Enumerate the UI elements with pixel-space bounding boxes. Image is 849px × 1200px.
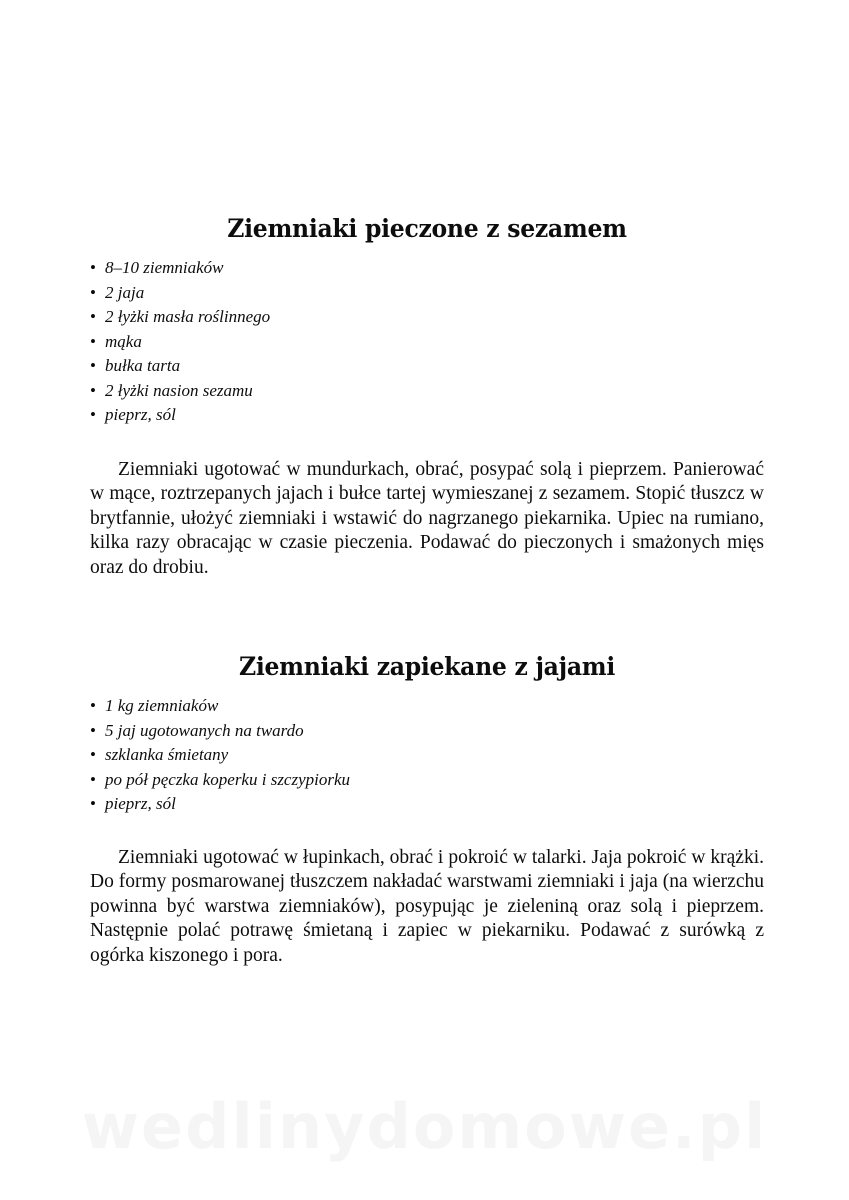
- ingredient-item: • pieprz, sól: [90, 403, 764, 428]
- recipe-baked-potatoes-eggs: [90, 652, 764, 968]
- ingredient-item: • 2 jaja: [90, 281, 764, 306]
- recipe-method: Ziemniaki ugotować w mundurkach, obrać, posypać solą i pieprzem. Panierować w mące, roztrzepanych jajach i bułce tartej wymieszanej z sezamem. Stopić tłuszcz w brytfannie, ułożyć ziemniaki i wstawić do nagrzanego piekarnika. Upiec na rumiano, kilka razy obracając w czasie pieczenia. Podawać do pieczonych i smażonych mięs oraz do drobiu.: [90, 458, 764, 578]
- ingredient-item: • mąka: [90, 330, 764, 355]
- bullet-icon: •: [90, 720, 96, 740]
- bullet-icon: •: [90, 282, 96, 302]
- bullet-icon: •: [90, 745, 96, 764]
- ingredient-item: • pieprz, sól: [90, 792, 764, 817]
- ingredient-item: • szklanka śmietany: [90, 743, 764, 768]
- ingredient-list: [90, 694, 764, 817]
- recipe-method: Ziemniaki ugotować w łupinkach, obrać i pokroić w talarki. Jaja pokroić w krążki. Do formy posmarowanej tłuszczem nakładać warstwami ziemniaki i jaja (na wierzchu powinna być warstwa ziemniaków), posypując je zieleniną oraz solą i pieprzem. Następnie polać potrawę śmietaną i zapiec w piekarniku. Podawać z surówką z ogórka kiszonego i pora.: [90, 846, 764, 966]
- ingredient-item: • po pół pęczka koperku i szczypiorku: [90, 768, 764, 793]
- bullet-icon: •: [90, 769, 96, 789]
- ingredient-item: • 2 łyżki nasion sezamu: [90, 379, 764, 404]
- bullet-icon: •: [90, 380, 96, 400]
- bullet-icon: •: [90, 356, 96, 375]
- bullet-icon: •: [90, 405, 96, 424]
- bullet-icon: •: [90, 307, 96, 326]
- ingredient-item: • 5 jaj ugotowanych na twardo: [90, 719, 764, 744]
- ingredient-list: [90, 256, 764, 428]
- ingredient-item: • 8–10 ziemniaków: [90, 256, 764, 281]
- recipe-title: Ziemniaki zapiekane z jajami: [238, 652, 616, 681]
- bullet-icon: •: [90, 331, 96, 351]
- recipe-roasted-potatoes-sesame: [90, 214, 764, 580]
- bullet-icon: •: [90, 794, 96, 813]
- bullet-icon: •: [90, 696, 96, 715]
- bullet-icon: •: [90, 258, 96, 277]
- watermark: wedlinydomowe.pl: [81, 1090, 768, 1163]
- recipe-title: Ziemniaki pieczone z sezamem: [227, 214, 627, 243]
- ingredient-item: • 2 łyżki masła roślinnego: [90, 305, 764, 330]
- ingredient-item: • 1 kg ziemniaków: [90, 694, 764, 719]
- ingredient-item: • bułka tarta: [90, 354, 764, 379]
